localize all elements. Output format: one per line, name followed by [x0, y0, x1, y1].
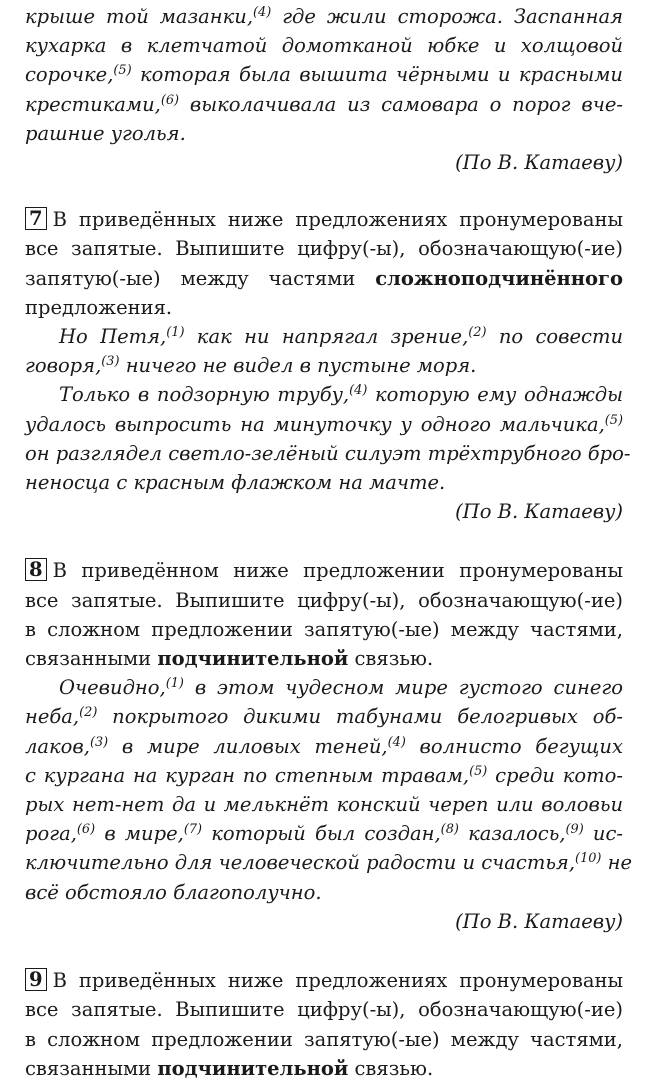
text-line: неносца с красным флажком на мачте.: [25, 471, 446, 495]
task-9-instruction: [25, 966, 623, 1083]
text-line: лаков,$^{(3)}$ в мире лиловых теней,$^{(4)}$ волнисто бегущих: [25, 734, 623, 758]
task-7-text: [25, 322, 631, 497]
task-7-number: 7: [25, 207, 47, 230]
intro-line: сорочке,$^{(5)}$ которая была вышита чёрными и красными: [25, 63, 623, 87]
instruction-line: 7 В приведённых ниже предложениях пронумерованы: [25, 205, 623, 234]
instruction-line: предложения.: [25, 295, 173, 319]
text-line: Но Петя,$^{(1)}$ как ни напрягал зрение,$^{(2)}$ по совести: [59, 324, 624, 349]
instruction-line: 8 В приведённом ниже предложении пронумерованы: [25, 556, 623, 585]
intro-line: крестиками,$^{(6)}$ выколачивала из самовара о порог вче-: [25, 92, 623, 116]
instruction-line: запятую(-ые) между частями сложноподчинённого: [25, 266, 623, 290]
document-page: [25, 0, 633, 1083]
instruction-line: все запятые. Выпишите цифру(-ы), обозначающую(-ие): [25, 588, 623, 612]
text-line: говоря,$^{(3)}$ ничего не видел в пустыне моря.: [25, 354, 477, 378]
text-line: ключительно для человеческой радости и счастья,$^{(10)}$ не: [25, 851, 633, 875]
instruction-line: в сложном предложении запятую(-ые) между частями,: [25, 1027, 623, 1051]
intro-source: (По В. Катаеву): [455, 151, 623, 175]
instruction-line: все запятые. Выпишите цифру(-ы), обозначающую(-ие): [25, 237, 623, 261]
task-9-number: 9: [25, 968, 47, 991]
text-line: неба,$^{(2)}$ покрытого дикими табунами белогривых об-: [25, 705, 623, 729]
task-9: [25, 966, 623, 1083]
text-line: Только в подзорную трубу,$^{(4)}$ которую ему однажды: [59, 383, 623, 407]
instruction-line: все запятые. Выпишите цифру(-ы), обозначающую(-ие): [25, 998, 623, 1022]
instruction-line: связанными подчинительной связью.: [25, 647, 434, 671]
task-8-number: 8: [25, 558, 47, 581]
instruction-line: связанными подчинительной связью.: [25, 1056, 434, 1080]
intro-line: крыше той мазанки,$^{(4)}$ где жили сторожа. Заспанная: [25, 4, 623, 28]
text-line: всё обстояло благополучно.: [25, 880, 322, 904]
task-8-source: (По В. Катаеву): [455, 909, 623, 933]
task-7-source: (По В. Катаеву): [455, 500, 623, 524]
text-line: удалось выпросить на минуточку у одного мальчика,$^{(5)}$: [25, 412, 623, 436]
task-7-instruction: [25, 205, 623, 322]
text-line: рых нет-нет да и мелькнёт конский череп или воловьи: [25, 793, 623, 817]
text-line: с кургана на курган по степным травам,$^{(5)}$ среди кото-: [25, 763, 623, 787]
task-8-text: [25, 673, 633, 907]
intro-passage: [25, 2, 623, 148]
task-8: [25, 556, 633, 936]
text-line: рога,$^{(6)}$ в мире,$^{(7)}$ который был создан,$^{(8)}$ казалось,$^{(9)}$ ис-: [25, 822, 623, 846]
intro-line: рашние уголья.: [25, 121, 186, 145]
text-line: он разглядел светло-зелёный силуэт трёхтрубного бро-: [25, 441, 631, 465]
task-7: [25, 205, 631, 526]
instruction-line: 9 В приведённых ниже предложениях пронумерованы: [25, 966, 623, 995]
text-line: Очевидно,$^{(1)}$ в этом чудесном мире густого синего: [59, 676, 623, 700]
instruction-line: в сложном предложении запятую(-ые) между частями,: [25, 617, 623, 641]
task-8-instruction: [25, 556, 623, 673]
intro-line: кухарка в клетчатой домотканой юбке и холщовой: [25, 34, 623, 58]
